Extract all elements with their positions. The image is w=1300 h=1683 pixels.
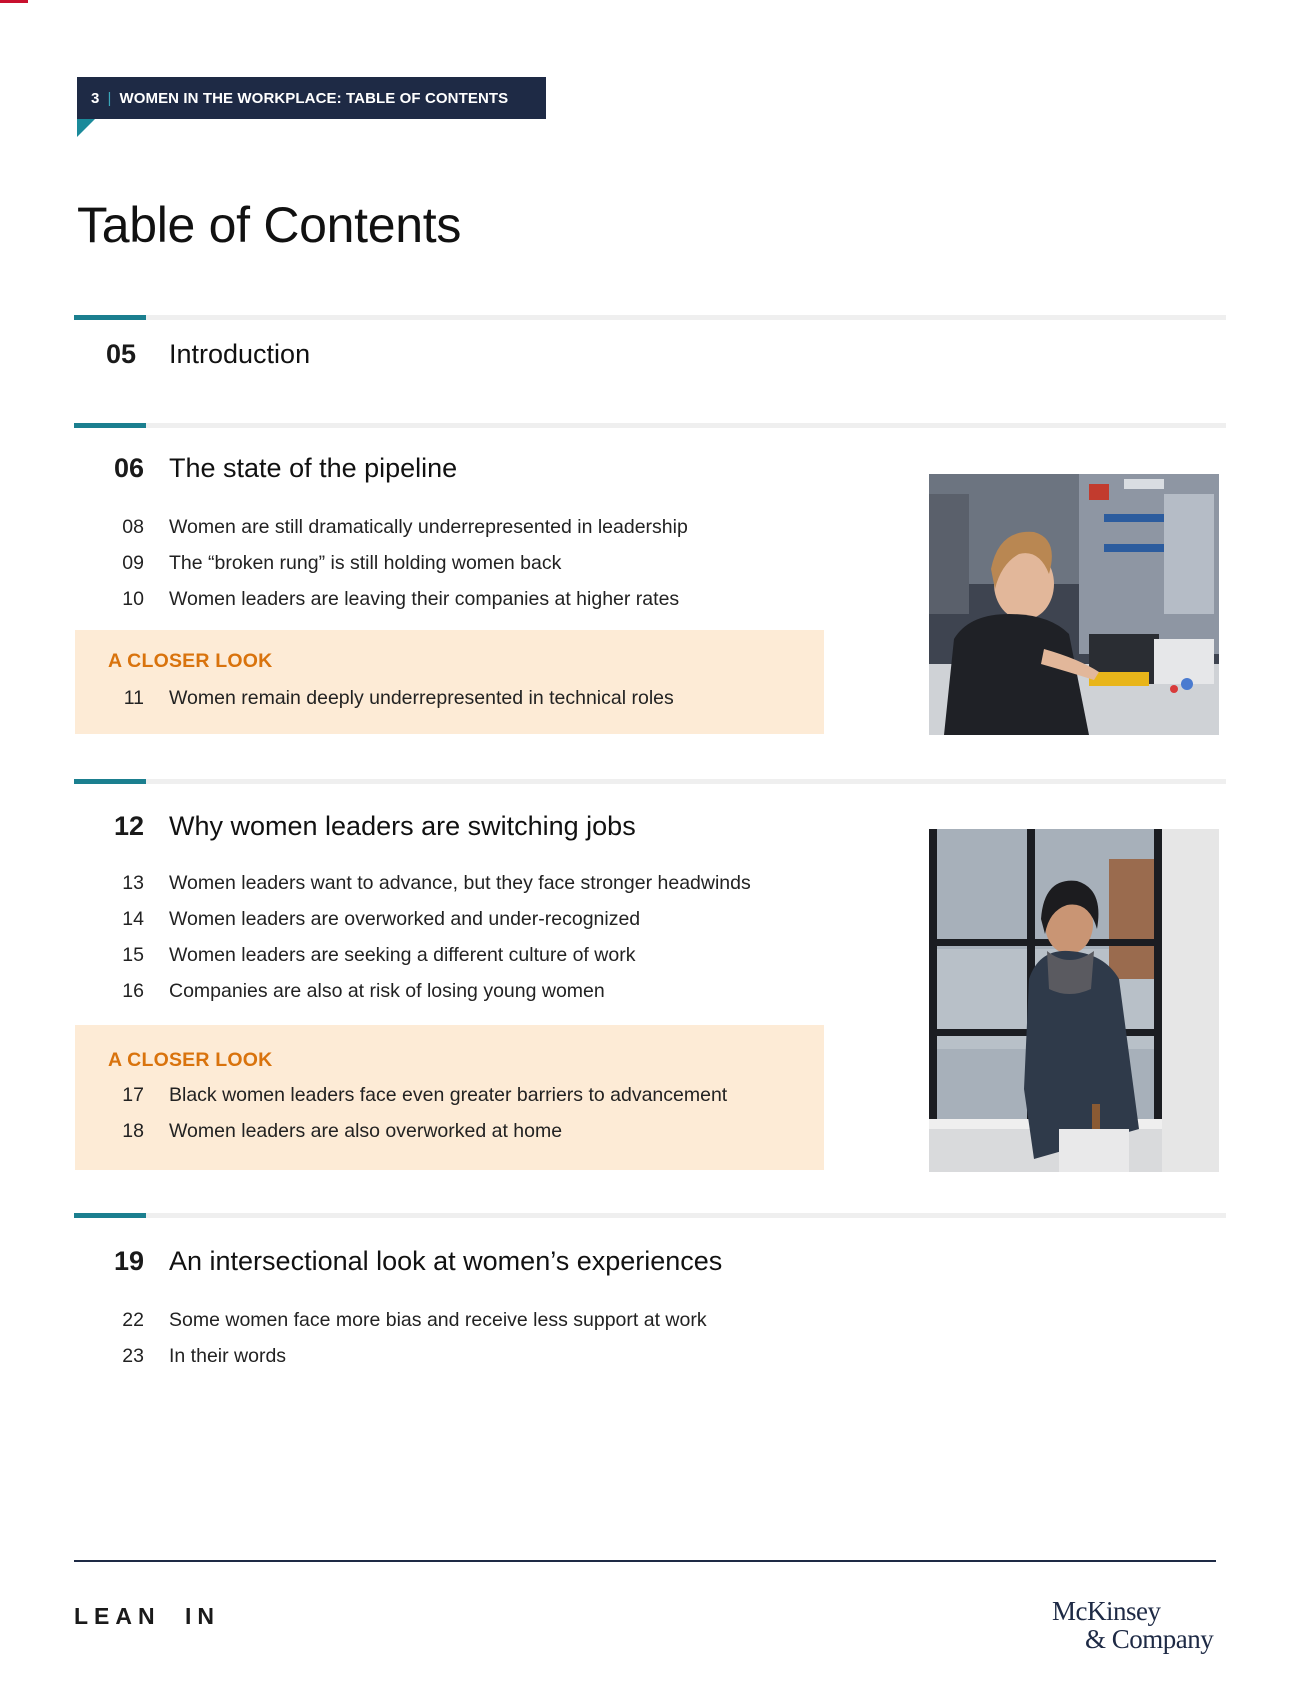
- toc-item-page: 16: [122, 979, 144, 1002]
- toc-item-page: 10: [122, 587, 144, 610]
- toc-item-label: Women are still dramatically underrepresented in leadership: [169, 515, 688, 538]
- header-notch: [77, 119, 95, 137]
- toc-item-label: Companies are also at risk of losing young women: [169, 979, 605, 1002]
- toc-item-page: 22: [122, 1308, 144, 1331]
- toc-item[interactable]: [110, 686, 674, 710]
- toc-item-page: 18: [122, 1119, 144, 1142]
- leader-window-photo: [929, 829, 1219, 1172]
- toc-item[interactable]: [110, 1083, 728, 1107]
- lean-in-logo-part1: LEAN: [74, 1603, 161, 1629]
- toc-item-label: In their words: [169, 1344, 287, 1367]
- section-title[interactable]: An intersectional look at women’s experiences: [169, 1246, 723, 1276]
- toc-item-page: 08: [122, 515, 144, 538]
- closer-look-box: [75, 630, 824, 734]
- toc-item[interactable]: [110, 979, 605, 1003]
- section-title[interactable]: Why women leaders are switching jobs: [169, 811, 636, 841]
- header-separator: |: [107, 89, 112, 107]
- toc-item-label: Women remain deeply underrepresented in technical roles: [169, 686, 674, 709]
- toc-item[interactable]: [110, 1344, 287, 1368]
- mckinsey-logo: [1052, 1597, 1213, 1653]
- toc-item-label: Some women face more bias and receive less support at work: [169, 1308, 707, 1331]
- toc-item-label: Women leaders are overworked and under-recognized: [169, 907, 641, 930]
- toc-item-label: The “broken rung” is still holding women back: [169, 551, 562, 574]
- section-number[interactable]: 12: [113, 811, 144, 841]
- toc-item-page: 17: [122, 1083, 144, 1106]
- lean-in-underline: [0, 0, 28, 3]
- section-title[interactable]: Introduction: [169, 339, 311, 369]
- toc-item[interactable]: [110, 587, 680, 611]
- toc-item-label: Women leaders are leaving their companies at higher rates: [169, 587, 680, 610]
- header-tab: [77, 77, 546, 119]
- toc-item-label: Women leaders want to advance, but they face stronger headwinds: [169, 871, 751, 894]
- lean-in-logo-part2: IN: [185, 1603, 221, 1629]
- section-divider: [74, 315, 1226, 320]
- toc-item-page: 13: [122, 871, 144, 894]
- engineer-photo: [929, 474, 1219, 735]
- section-number[interactable]: 05: [105, 339, 136, 369]
- mckinsey-logo-line1: McKinsey: [1052, 1596, 1161, 1626]
- toc-item[interactable]: [110, 907, 641, 931]
- header-page-number: 3: [91, 89, 100, 107]
- page-title: Table of Contents: [77, 197, 462, 253]
- section-number[interactable]: 06: [113, 453, 144, 483]
- closer-look-title: A CLOSER LOOK: [108, 650, 273, 672]
- toc-item-label: Women leaders are also overworked at home: [169, 1119, 563, 1142]
- section-number[interactable]: 19: [113, 1246, 144, 1276]
- toc-item-page: 11: [123, 686, 144, 709]
- toc-item-page: 09: [122, 551, 144, 574]
- lean-in-logo: [74, 1603, 220, 1630]
- toc-item-page: 23: [122, 1344, 144, 1367]
- toc-item[interactable]: [110, 871, 751, 895]
- section-divider: [74, 779, 1226, 784]
- closer-look-title: A CLOSER LOOK: [108, 1049, 273, 1071]
- toc-item[interactable]: [110, 515, 688, 539]
- section-title[interactable]: The state of the pipeline: [169, 453, 458, 483]
- toc-item-page: 15: [122, 943, 144, 966]
- header-title: WOMEN IN THE WORKPLACE: TABLE OF CONTENTS: [119, 89, 509, 107]
- toc-item-label: Black women leaders face even greater barriers to advancement: [169, 1083, 728, 1106]
- toc-item[interactable]: [110, 1119, 563, 1143]
- section-divider: [74, 1213, 1226, 1218]
- mckinsey-logo-line2: & Company: [1085, 1624, 1214, 1654]
- footer-divider: [74, 1560, 1216, 1562]
- toc-item[interactable]: [110, 1308, 707, 1332]
- toc-item[interactable]: [110, 551, 562, 575]
- toc-item-label: Women leaders are seeking a different culture of work: [169, 943, 636, 966]
- section-divider: [74, 423, 1226, 428]
- toc-item[interactable]: [110, 943, 636, 967]
- toc-item-page: 14: [122, 907, 144, 930]
